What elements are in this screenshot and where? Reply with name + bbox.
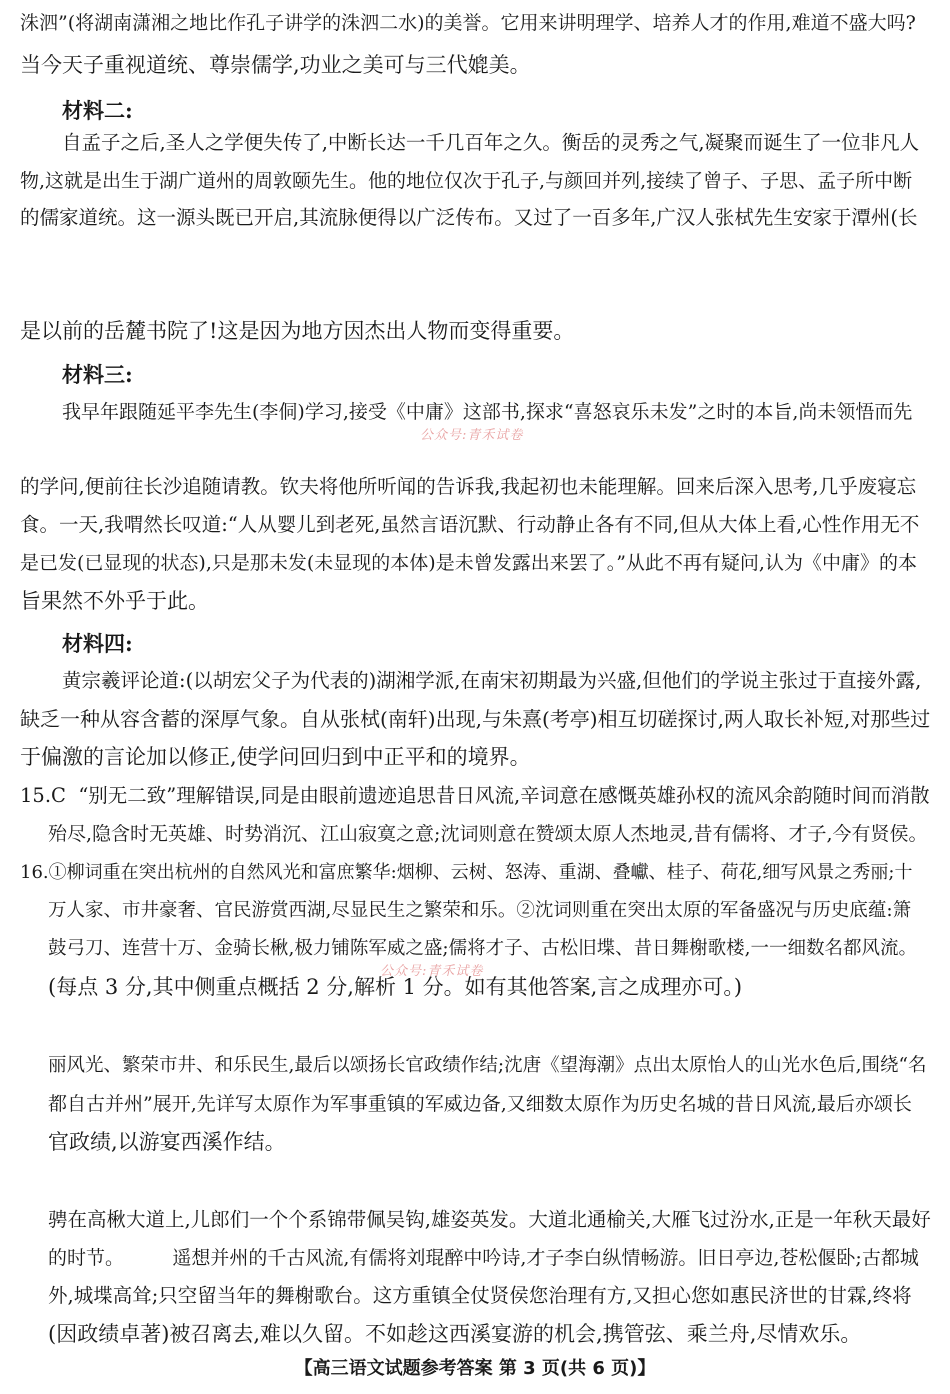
text-line: 的儒家道统。这一源头既已开启,其流脉便得以广泛传布。又过了一百多年,广汉人张栻先生安家于潭州(长 [20,206,918,229]
watermark-text: 公众号:青禾试卷 [420,428,524,443]
text-line: 旨果然不外乎于此。 [20,589,209,613]
analysis-line [48,1013,932,1043]
text-line: 食。一天,我喟然长叹道:“人从婴儿到老死,虽然言语沉默、行动静止各有不同,但从大体上看,心性作用无不 [20,513,920,536]
poem-meaning-line: 外,城堞高耸;只空留当年的舞榭歌台。这方重镇全仗贤侯您治理有方,又担心您如惠民济世的甘霖,终将 [48,1284,912,1307]
watermark-text: 公众号:青禾试卷 [380,964,484,979]
text-line: 黄宗羲评论道:(以胡宏父子为代表的)湖湘学派,在南宋初期最为兴盛,但他们的学说主张过于直接外露, [62,669,922,692]
text-line: 我早年跟随延平李先生(李侗)学习,接受《中庸》这部书,探求“喜怒哀乐未发”之时的本旨,尚未领悟而先 [62,401,913,423]
section-heading-material-4: 材料四: [62,631,133,656]
answer-15-line: 15.C “别无二致”理解错误,同是由眼前遗迹追思昔日风流,辛词意在感慨英雄孙权的流风余韵随时间而消散 [20,784,930,807]
analysis-line: 丽风光、繁荣市井、和乐民生,最后以颂扬长官政绩作结;沈唐《望海潮》点出太原怡人的山光水色后,围绕“名 [48,1055,927,1076]
text-line: 于偏激的言论加以修正,使学问回归到中正平和的境界。 [20,745,531,769]
answer-16-line: 鼓弓刀、连营十万、金骑长楸,极力铺陈军威之盛;儒将才子、古松旧堞、昔日舞榭歌楼,一一细数名都风流。 [48,938,917,959]
text-line [20,435,932,465]
answer-16-line: (每点 3 分,其中侧重点概括 2 分,解析 1 分。如有其他答案,言之成理亦可。) [48,975,743,999]
text-line [20,241,932,271]
text-line: 洙泗”(将湖南潇湘之地比作孔子讲学的洙泗二水)的美誉。它用来讲明理学、培养人才的作用,难道不盛大吗? [20,12,916,34]
analysis-line: 官政绩,以游宴西溪作结。 [48,1130,286,1154]
answer-15-line: 殆尽,隐含时无英雄、时势消沉、江山寂寞之意;沈词则意在赞颂太原人杰地灵,昔有儒将、才子,今有贤侯。 [48,823,928,845]
answer-16-line: 16.①柳词重在突出杭州的自然风光和富庶繁华:烟柳、云树、怒涛、重湖、叠巘、桂子、荷花,细写风景之秀丽;十 [20,862,913,883]
analysis-line: 都自古并州”展开,先详写太原作为军事重镇的军威边备,又细数太原作为历史名城的昔日风流,最后亦颂长 [48,1093,912,1115]
text-line: 缺乏一种从容含蓄的深厚气象。自从张栻(南轩)出现,与朱熹(考亭)相互切磋探讨,两人取长补短,对那些过 [20,707,931,731]
text-line: 是已发(已显现的状态),只是那未发(未显现的本体)是未曾发露出来罢了。”从此不再有疑问,认为《中庸》的本 [20,552,917,574]
text-line: 物,这就是出生于湖广道州的周敦颐先生。他的地位仅次于孔子,与颜回并列,接续了曾子、子思、孟子所中断 [20,170,913,192]
answer-16-line: 万人家、市井豪奢、官民游赏西湖,尽显民生之繁荣和乐。②沈词则重在突出太原的军备盛况与历史底蕴:箫 [48,900,912,921]
section-heading-material-3: 材料三: [62,362,133,387]
text-line: 当今天子重视道统、尊崇儒学,功业之美可与三代媲美。 [20,53,531,77]
text-line: 是以前的岳麓书院了!这是因为地方因杰出人物而变得重要。 [20,319,575,343]
text-line: 自孟子之后,圣人之学便失传了,中断长达一千几百年之久。衡岳的灵秀之气,凝聚而诞生了一位非凡人 [62,131,920,154]
poem-meaning-line: 的时节。 遥想并州的千古风流,有儒将刘琨醉中吟诗,才子李白纵情畅游。旧日亭边,苍松偃卧;古都城 [48,1247,919,1269]
page-footer: 【高三语文试题参考答案 第 3 页(共 6 页)】 [294,1358,656,1379]
text-line: 的学问,便前往长沙追随请教。钦夫将他所听闻的告诉我,我起初也未能理解。回来后深入思考,几乎废寝忘 [20,475,917,498]
poem-meaning-line [48,1167,932,1197]
text-line [20,279,932,309]
section-heading-material-2: 材料二: [62,98,133,123]
poem-meaning-line: 骋在高楸大道上,儿郎们一个个系锦带佩吴钩,雄姿英发。大道北通榆关,大雁飞过汾水,正是一年秋天最好 [48,1208,931,1231]
poem-meaning-line: (因政绩卓著)被召离去,难以久留。不如趁这西溪宴游的机会,携管弦、乘兰舟,尽情欢乐。 [48,1322,862,1346]
